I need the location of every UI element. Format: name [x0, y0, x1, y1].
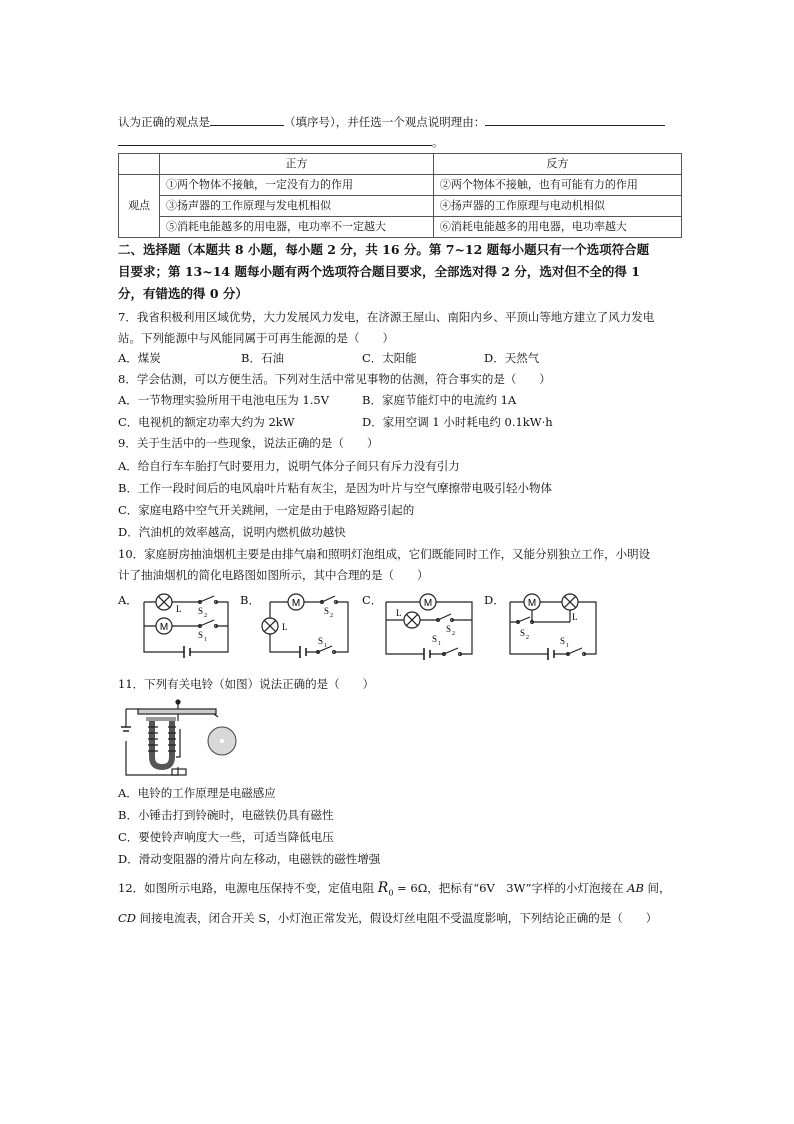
- intro-line-1: [118, 114, 665, 130]
- q12-text-d: 间接电流表，闭合开关 S，小灯泡正常发光，假设灯丝电阻不受温度影响，下列结论正确的是（ ）: [136, 911, 658, 925]
- switch-label: S: [520, 628, 526, 638]
- lamp-label: L: [176, 604, 182, 614]
- q12-cd-label: CD: [118, 911, 137, 925]
- switch-label: S: [324, 606, 330, 616]
- switch-subscript: 1: [324, 643, 327, 649]
- q8-option-b[interactable]: B．家庭节能灯中的电流约 1A: [362, 393, 517, 407]
- table-row: [119, 196, 682, 217]
- table-header-con: 反方: [433, 154, 681, 175]
- q9-option-c[interactable]: C．家庭电路中空气开关跳闸，一定是由于电路短路引起的: [118, 503, 415, 517]
- switch-label: S: [446, 624, 452, 634]
- q10-line-2: 计了抽油烟机的简化电路图如图所示，其中合理的是（ ）: [118, 568, 429, 582]
- circuit-diagram-c: [380, 590, 478, 664]
- intro-text-b: （填序号），并任选一个观点说明理由：: [284, 115, 486, 129]
- resistor-value: = 6Ω: [393, 881, 428, 895]
- table-side-label: 观点: [119, 175, 160, 238]
- switch-label: S: [198, 630, 204, 640]
- switch-label: S: [318, 636, 324, 646]
- circuit-diagram-d: [504, 590, 602, 664]
- q7-option-b[interactable]: B．石油: [241, 351, 284, 365]
- circuit-c-svg: [380, 590, 478, 664]
- electric-bell-svg: [118, 697, 244, 781]
- resistor-symbol: R: [377, 880, 389, 896]
- table-cell-con: ⑥消耗电能越多的用电器，电功率越大: [433, 217, 681, 238]
- q7-option-d[interactable]: D．天然气: [484, 351, 540, 365]
- switch-subscript: 2: [526, 635, 529, 641]
- q7-option-a[interactable]: A．煤炭: [118, 351, 161, 365]
- q10-option-c[interactable]: C．: [362, 593, 383, 607]
- q10-option-d[interactable]: D．: [484, 593, 505, 607]
- circuit-diagram-a: [140, 590, 232, 662]
- q12-text-b: ，把标有“6V 3W”字样的小灯泡接在: [427, 881, 628, 895]
- q8-option-d[interactable]: D．家用空调 1 小时耗电约 0.1kW·h: [362, 415, 553, 429]
- circuit-d-svg: [504, 590, 602, 664]
- q11-option-d[interactable]: D．滑动变阻器的滑片向左移动，电磁铁的磁性增强: [118, 852, 381, 866]
- answer-blank-3[interactable]: [118, 134, 432, 146]
- q9-option-a[interactable]: A．给自行车车胎打气时要用力，说明气体分子间只有斥力没有引力: [118, 459, 460, 473]
- motor-label: M: [159, 622, 169, 633]
- table-row: [119, 175, 682, 196]
- electric-bell-figure: [118, 697, 244, 781]
- switch-subscript: 2: [204, 613, 207, 619]
- table-cell-pro: ③扬声器的工作原理与发电机相似: [160, 196, 434, 217]
- intro-line-2: [118, 134, 444, 150]
- motor-label: M: [527, 598, 537, 609]
- table-corner-cell: [119, 154, 160, 175]
- circuit-a-svg: [140, 590, 232, 662]
- switch-label: S: [432, 634, 438, 644]
- circuit-diagram-b: [256, 590, 354, 662]
- switch-subscript: 2: [452, 631, 455, 637]
- switch-subscript: 1: [566, 643, 569, 649]
- q11-stem: 11．下列有关电铃（如图）说法正确的是（ ）: [118, 677, 375, 691]
- lamp-label: L: [282, 622, 288, 632]
- table-cell-pro: ⑤消耗电能越多的用电器，电功率不一定越大: [160, 217, 434, 238]
- circuit-b-svg: [256, 590, 354, 662]
- table-cell-con: ②两个物体不接触，也有可能有力的作用: [433, 175, 681, 196]
- q11-option-a[interactable]: A．电铃的工作原理是电磁感应: [118, 786, 276, 800]
- q8-stem: 8．学会估测，可以方便生活。下列对生活中常见事物的估测，符合事实的是（ ）: [118, 372, 551, 386]
- q12-text-c: 间，: [643, 881, 671, 895]
- table-cell-con: ④扬声器的工作原理与电动机相似: [433, 196, 681, 217]
- table-row: [119, 217, 682, 238]
- lamp-label: L: [572, 612, 578, 622]
- q11-option-c[interactable]: C．要使铃声响度大一些，可适当降低电压: [118, 830, 334, 844]
- q12-line-2: [118, 910, 657, 926]
- q10-line-1: 10．家庭厨房抽油烟机主要是由排气扇和照明灯泡组成，它们既能同时工作，又能分别独立工作，小明设: [118, 547, 651, 561]
- switch-label: S: [198, 606, 204, 616]
- q7-line-2: 站。下列能源中与风能同属于可再生能源的是（ ）: [118, 331, 394, 345]
- q11-option-b[interactable]: B．小锤击打到铃碗时，电磁铁仍具有磁性: [118, 808, 334, 822]
- section2-line-3: 分，有错选的得 0 分）: [118, 286, 248, 301]
- switch-subscript: 1: [438, 641, 441, 647]
- q12-text-a: 12．如图所示电路，电源电压保持不变，定值电阻: [118, 881, 378, 895]
- q8-option-a[interactable]: A．一节物理实验所用干电池电压为 1.5V: [118, 393, 330, 407]
- table-header-row: [119, 154, 682, 175]
- q9-option-b[interactable]: B．工作一段时间后的电风扇叶片粘有灰尘，是因为叶片与空气摩擦带电吸引轻小物体: [118, 481, 552, 495]
- q9-option-d[interactable]: D．汽油机的效率越高，说明内燃机做功越快: [118, 525, 346, 539]
- lamp-label: L: [396, 608, 402, 618]
- q8-option-c[interactable]: C．电视机的额定功率大约为 2kW: [118, 415, 295, 429]
- q7-line-1: 7．我省积极利用区域优势，大力发展风力发电，在济源王屋山、南阳内乡、平顶山等地方建立了风力发电: [118, 310, 655, 324]
- q10-option-a[interactable]: A．: [118, 593, 138, 607]
- q10-option-b[interactable]: B．: [240, 593, 260, 607]
- switch-label: S: [560, 636, 566, 646]
- intro-text-a: 认为正确的观点是: [118, 115, 210, 129]
- motor-label: M: [291, 598, 301, 609]
- section2-line-1: 二、选择题（本题共 8 小题，每小题 2 分，共 16 分。第 7~12 题每小题只有一个选项符合题: [118, 242, 650, 257]
- switch-subscript: 1: [204, 637, 207, 643]
- q12-line-1: [118, 878, 671, 903]
- resistor-subscript: 0: [388, 888, 394, 898]
- intro-period: 。: [432, 135, 444, 149]
- q9-stem: 9．关于生活中的一些现象，说法正确的是（ ）: [118, 436, 379, 450]
- switch-subscript: 2: [330, 613, 333, 619]
- answer-blank-1[interactable]: [210, 114, 284, 126]
- q7-option-c[interactable]: C．太阳能: [362, 351, 417, 365]
- viewpoint-table: [118, 153, 682, 238]
- table-cell-pro: ①两个物体不接触，一定没有力的作用: [160, 175, 434, 196]
- q12-ab-label: AB: [627, 881, 644, 895]
- table-header-pro: 正方: [160, 154, 434, 175]
- answer-blank-2[interactable]: [485, 114, 665, 126]
- section2-line-2: 目要求；第 13~14 题每小题有两个选项符合题目要求，全部选对得 2 分，选对但不全的得 1: [118, 264, 640, 279]
- motor-label: M: [423, 598, 433, 609]
